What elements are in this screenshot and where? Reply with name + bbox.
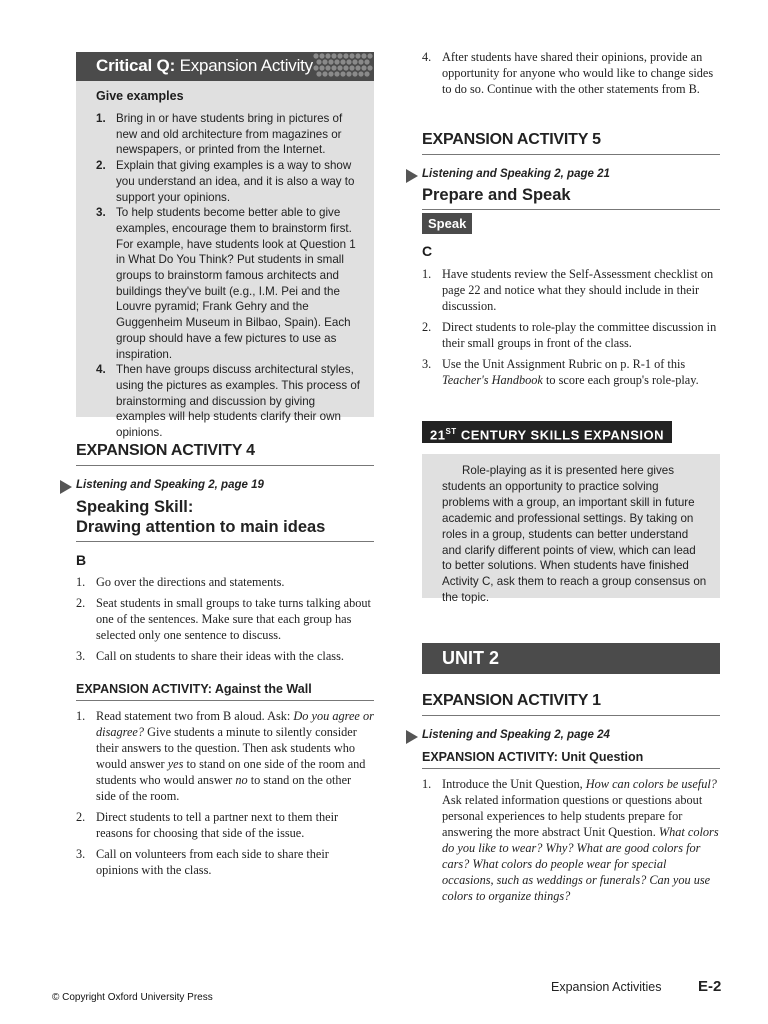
list-item: 2. Explain that giving examples is a way to show you understand an idea, and it is also a way to support your opinions. xyxy=(96,159,355,204)
arrow-right-icon xyxy=(406,730,418,744)
arrow-right-icon xyxy=(406,169,418,183)
list-item: 1. Introduce the Unit Question, How can colors be useful? Ask related information questions or questions about personal experiences to help students prepare for answering the more abstract Unit Question. What colors do you like to wear? Why? What are good colors for cars? What colors do people wear for special occasions, such as weddings or funerals? Can you use colors to organize things? xyxy=(422,777,719,903)
list-item: 1. Have students review the Self-Assessment checklist on page 22 and notice what they should include in their discussion. xyxy=(422,267,714,313)
critical-q-subheading: Give examples xyxy=(96,89,184,103)
list-item: 4. Then have groups discuss architectural styles, using the pictures as examples. This process of brainstorming and discussion by giving examples will help students clarify their own opinions. xyxy=(96,363,361,440)
skills21-label: 21ST CENTURY SKILLS EXPANSION xyxy=(422,421,672,443)
activity4-source: Listening and Speaking 2, page 19 xyxy=(76,479,264,491)
against-wall-heading: EXPANSION ACTIVITY: Against the Wall xyxy=(76,682,374,701)
footer-section-title: Expansion Activities xyxy=(551,980,662,994)
critical-q-box xyxy=(76,81,374,440)
dot-pattern-icon xyxy=(312,52,374,81)
critical-q-list xyxy=(96,111,366,441)
list-item: 2. Direct students to tell a partner next to them their reasons for choosing that side of the issue. xyxy=(76,810,339,840)
list-item: 1. Read statement two from B aloud. Ask: Do you agree or disagree? Give students a minute to silently consider their answers to the question. Then ask students who would answer yes to stand on one side of the room and students who would answer no to stand on the other side of the room. xyxy=(76,709,374,803)
unit2-list xyxy=(422,776,720,909)
critical-q-header xyxy=(76,52,374,81)
activity4-list xyxy=(76,574,374,669)
speak-tag: Speak xyxy=(422,213,472,234)
activity5-letter: C xyxy=(422,243,433,259)
list-item: 2. Seat students in small groups to take turns talking about one of the sentences. Make sure that each group has selected only one sentence to discuss. xyxy=(76,596,371,642)
activity5-heading: EXPANSION ACTIVITY 5 xyxy=(422,131,720,155)
list-item: 1. Bring in or have students bring in pictures of new and old architecture from magazines or newspapers, or printed from the Internet. xyxy=(96,112,343,157)
list-item: 1. Go over the directions and statements. xyxy=(76,575,285,589)
critical-q-title: Critical Q: Expansion Activity xyxy=(96,56,313,75)
activity5-title: Prepare and Speak xyxy=(422,185,720,210)
skills21-box xyxy=(422,454,720,605)
unit2-source: Listening and Speaking 2, page 24 xyxy=(422,729,610,741)
unit2-activity-heading: EXPANSION ACTIVITY 1 xyxy=(422,692,720,716)
copyright: © Copyright Oxford University Press xyxy=(52,992,213,1003)
activity5-source: Listening and Speaking 2, page 21 xyxy=(422,168,610,180)
list-item: 3. Call on volunteers from each side to share their opinions with the class. xyxy=(76,847,329,877)
unit-bar xyxy=(422,643,720,674)
activity4-heading: EXPANSION ACTIVITY 4 xyxy=(76,442,374,466)
against-wall-list xyxy=(76,708,374,883)
unit-question-heading: EXPANSION ACTIVITY: Unit Question xyxy=(422,750,720,769)
arrow-right-icon xyxy=(60,480,72,494)
activity4-letter: B xyxy=(76,552,87,568)
list-item: 2. Direct students to role-play the committee discussion in their small groups in front of the class. xyxy=(422,320,717,350)
activity4-title: Speaking Skill: Drawing attention to main ideas xyxy=(76,497,374,542)
continued-list xyxy=(422,49,720,102)
skills21-text: Role-playing as it is presented here gives students an opportunity to practice solving problems with a group, an important skill in future academic and professional settings. By taking on roles in a group, students can better understand and clarify different points of view, which can lead to better solutions. When students have finished Activity C, ask them to reach a group consensus on the topic. xyxy=(442,464,707,605)
list-item: 3. To help students become better able to give examples, encourage them to brainstorm first. For example, have students look at Question 1 in What Do You Think? Put students in small groups to brainstorm famous architects and buildings they've built (e.g., I.M. Pei and the Louvre pyramid; Frank Gehry and the Guggenheim Museum in Bilbao, Spain). Each group should have a few pictures to use as inspiration. xyxy=(96,206,356,361)
unit-label: UNIT 2 xyxy=(442,648,500,668)
page-number: E-2 xyxy=(698,978,722,995)
list-item: 3. Call on students to share their ideas with the class. xyxy=(76,649,344,663)
activity5-list xyxy=(422,266,720,393)
list-item: 4. After students have shared their opinions, provide an opportunity for anyone who would like to change sides to do so. Continue with the other statements from B. xyxy=(422,50,714,96)
list-item: 3. Use the Unit Assignment Rubric on p. R-1 of this Teacher's Handbook to score each group's role-play. xyxy=(422,357,699,387)
